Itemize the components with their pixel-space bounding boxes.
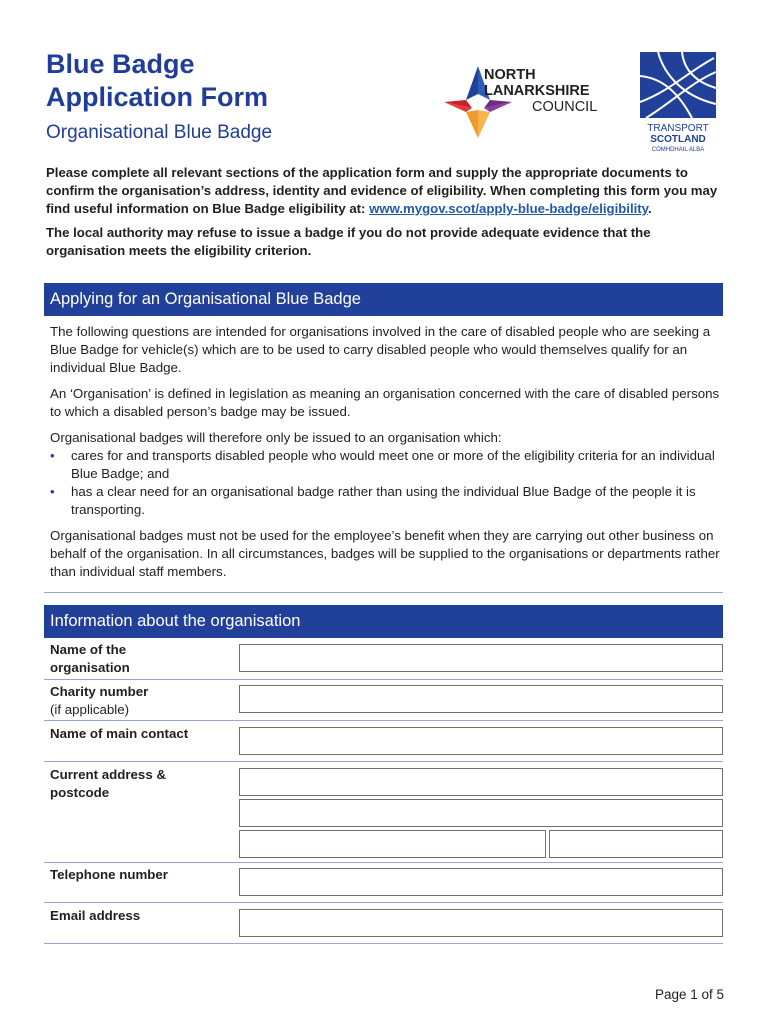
nlc-logo-line-2: LANARKSHIRE <box>484 83 590 99</box>
bullet-item <box>50 447 722 483</box>
ts-logo-line-1: TRANSPORT <box>647 123 709 134</box>
telephone-field[interactable] <box>239 868 723 896</box>
bullet-icon: • <box>50 448 55 463</box>
row-divider <box>44 902 723 903</box>
intro-paragraph-1-end: . <box>648 201 652 216</box>
applying-paragraph-4: Organisational badges must not be used for the employee’s benefit when they are carrying out other business on behalf of the organisation. In all circumstances, badges will be supplied to the organisations or departments rather than individual staff members. <box>50 528 720 579</box>
address-line-1-field[interactable] <box>239 768 723 796</box>
section-heading-organisation-info: Information about the organisation <box>44 605 723 638</box>
section-heading-applying: Applying for an Organisational Blue Badge <box>44 283 723 316</box>
bullet-item <box>50 483 722 519</box>
bullet-icon: • <box>50 484 55 499</box>
organisation-name-field[interactable] <box>239 644 723 672</box>
intro-text <box>46 164 726 266</box>
row-divider <box>44 720 723 721</box>
bullet-text: cares for and transports disabled people who would meet one or more of the eligibility criteria for an individual Blue Badge; and <box>71 448 715 481</box>
organisation-name-label: Name of the organisation <box>50 642 130 675</box>
page-number: Page 1 of 5 <box>654 987 724 1002</box>
main-contact-label: Name of main contact <box>50 726 189 741</box>
intro-paragraph-1 <box>46 164 726 218</box>
charity-number-sublabel: (if applicable) <box>50 702 130 717</box>
email-label: Email address <box>50 908 141 923</box>
nlc-logo-line-1: NORTH <box>484 67 536 83</box>
applying-paragraph-2: An ‘Organisation’ is defined in legislation as meaning an organisation concerned with the care of disabled persons to which a disabled person’s badge may be issued. <box>50 386 720 419</box>
applying-paragraph-1: The following questions are intended for organisations involved in the care of disabled people who are seeking a Blue Badge for vehicle(s) which are to be used to carry disabled people who would themselves qualify for an individual Blue Badge. <box>50 324 711 375</box>
telephone-label: Telephone number <box>50 867 168 882</box>
main-contact-field[interactable] <box>239 727 723 755</box>
intro-paragraph-1-text: Please complete all relevant sections of the application form and supply the appropriate documents to confirm the organisation’s address, identity and evidence of eligibility. When completing this form you may find useful information on Blue Badge eligibility at: <box>46 165 718 216</box>
page-subtitle: Organisational Blue Badge <box>46 122 273 143</box>
charity-number-label-text: Charity number <box>50 684 149 699</box>
bullet-text: has a clear need for an organisational badge rather than using the individual Blue Badge of the people it is transporting. <box>71 484 696 517</box>
nlc-logo-line-3: COUNCIL <box>532 99 598 115</box>
section-divider <box>44 592 723 593</box>
email-field[interactable] <box>239 909 723 937</box>
ts-logo-line-2: SCOTLAND <box>650 134 706 145</box>
address-line-2-field[interactable] <box>239 799 723 827</box>
transport-scotland-logo <box>638 52 718 154</box>
charity-number-label <box>50 683 148 719</box>
row-divider <box>44 761 723 762</box>
applying-paragraph-3: Organisational badges will therefore only be issued to an organisation which: <box>50 430 502 445</box>
row-divider <box>44 862 723 863</box>
charity-number-field[interactable] <box>239 685 723 713</box>
section-applying-body <box>50 323 722 589</box>
north-lanarkshire-council-logo <box>442 64 612 140</box>
address-label: Current address & postcode <box>50 767 167 800</box>
intro-paragraph-2: The local authority may refuse to issue a badge if you do not provide adequate evidence that the organisation meets the eligibility criterion. <box>46 225 651 258</box>
ts-logo-line-3: CÒMHDHAIL ALBA <box>651 147 705 153</box>
page-title <box>46 48 268 114</box>
eligibility-link[interactable]: www.mygov.scot/apply-blue-badge/eligibility <box>369 201 649 216</box>
title-line-1: Blue Badge <box>46 49 195 79</box>
postcode-field[interactable] <box>549 830 723 858</box>
eligibility-bullet-list <box>50 447 722 519</box>
title-line-2: Application Form <box>46 82 268 112</box>
row-divider <box>44 943 723 944</box>
row-divider <box>44 679 723 680</box>
address-line-3-field[interactable] <box>239 830 546 858</box>
